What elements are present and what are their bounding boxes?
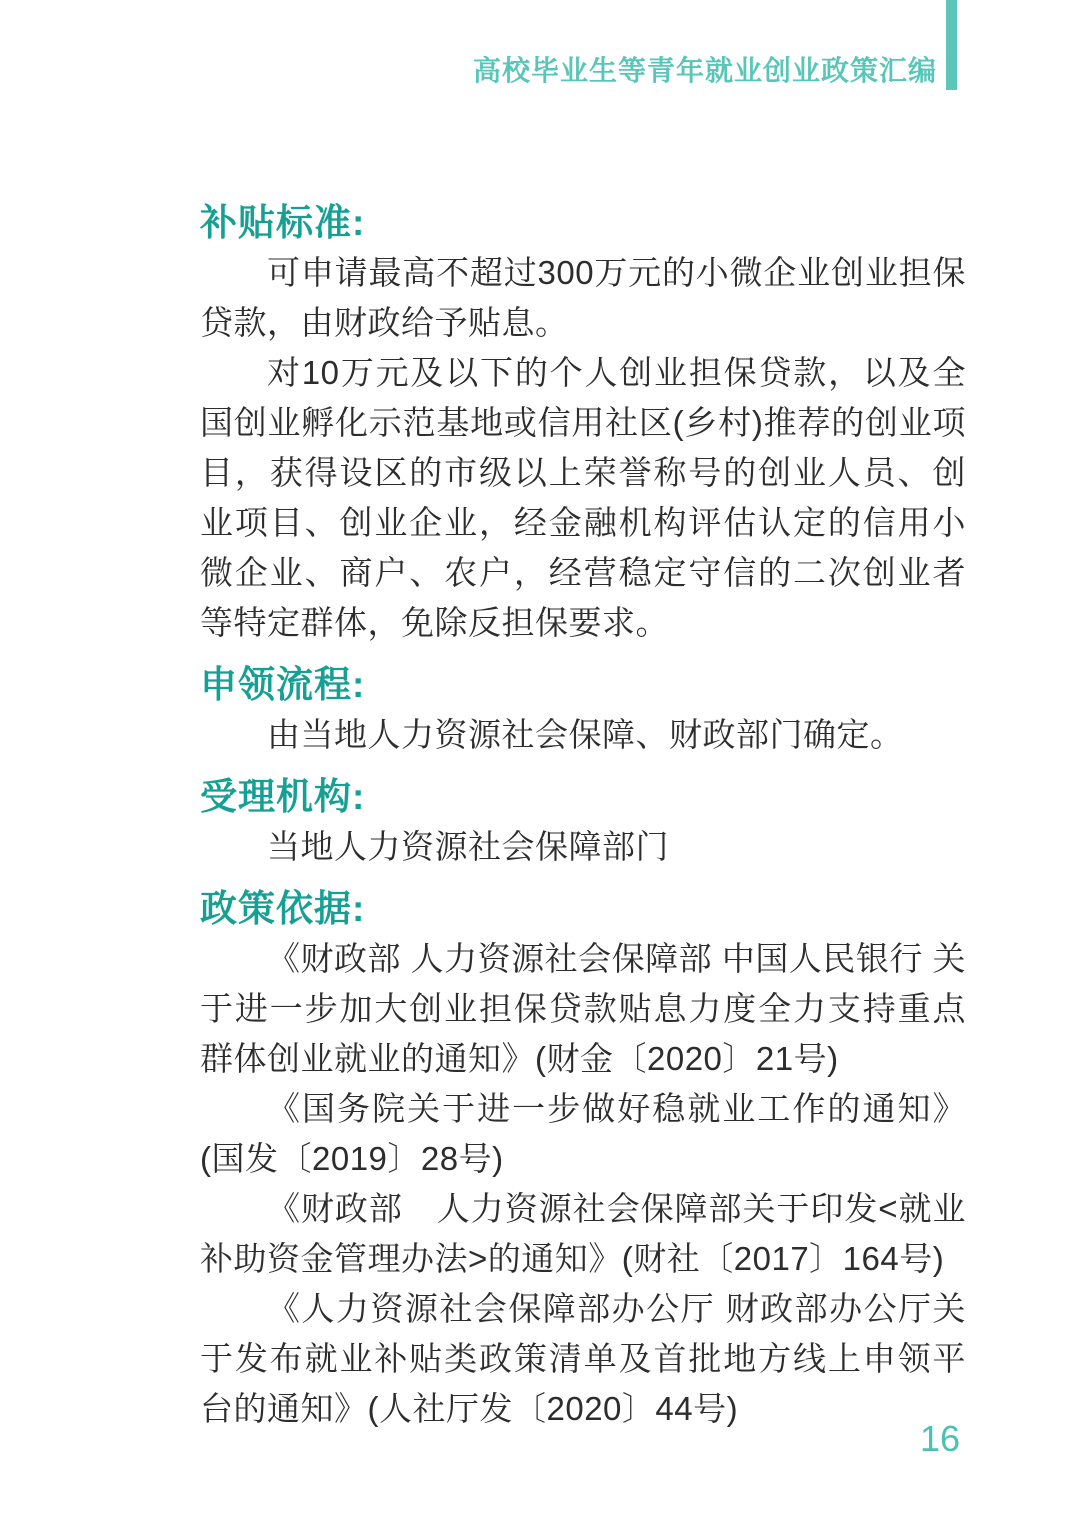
page-number: 16	[920, 1418, 961, 1459]
page-content	[200, 198, 966, 1434]
section-heading-accepting-agency: 受理机构:	[200, 776, 366, 817]
paragraph: 由当地人力资源社会保障、财政部门确定。	[267, 716, 904, 753]
paragraph: 当地人力资源社会保障部门	[267, 828, 669, 865]
section-heading-subsidy-standard: 补贴标准:	[200, 202, 366, 243]
page-header-title: 高校毕业生等青年就业创业政策汇编	[472, 55, 937, 86]
header-accent-bar	[946, 0, 957, 90]
paragraph: 可申请最高不超过300万元的小微企业创业担保贷款，由财政给予贴息。	[200, 254, 966, 341]
paragraph: 《国务院关于进一步做好稳就业工作的通知》(国发〔2019〕28号)	[200, 1090, 966, 1177]
paragraph: 《人力资源社会保障部办公厅 财政部办公厅关于发布就业补贴类政策清单及首批地方线上申领平台的通知》(人社厅发〔2020〕44号)	[200, 1290, 966, 1427]
section-heading-policy-basis: 政策依据:	[200, 888, 366, 929]
paragraph: 对10万元及以下的个人创业担保贷款，以及全国创业孵化示范基地或信用社区(乡村)推荐的创业项目，获得设区的市级以上荣誉称号的创业人员、创业项目、创业企业，经金融机构评估认定的信用小微企业、商户、农户，经营稳定守信的二次创业者等特定群体，免除反担保要求。	[200, 354, 966, 641]
paragraph: 《财政部 人力资源社会保障部关于印发<就业补助资金管理办法>的通知》(财社〔2017〕164号)	[200, 1190, 966, 1277]
paragraph: 《财政部 人力资源社会保障部 中国人民银行 关于进一步加大创业担保贷款贴息力度全力支持重点群体创业就业的通知》(财金〔2020〕21号)	[200, 940, 967, 1077]
section-heading-application-process: 申领流程:	[200, 664, 366, 705]
